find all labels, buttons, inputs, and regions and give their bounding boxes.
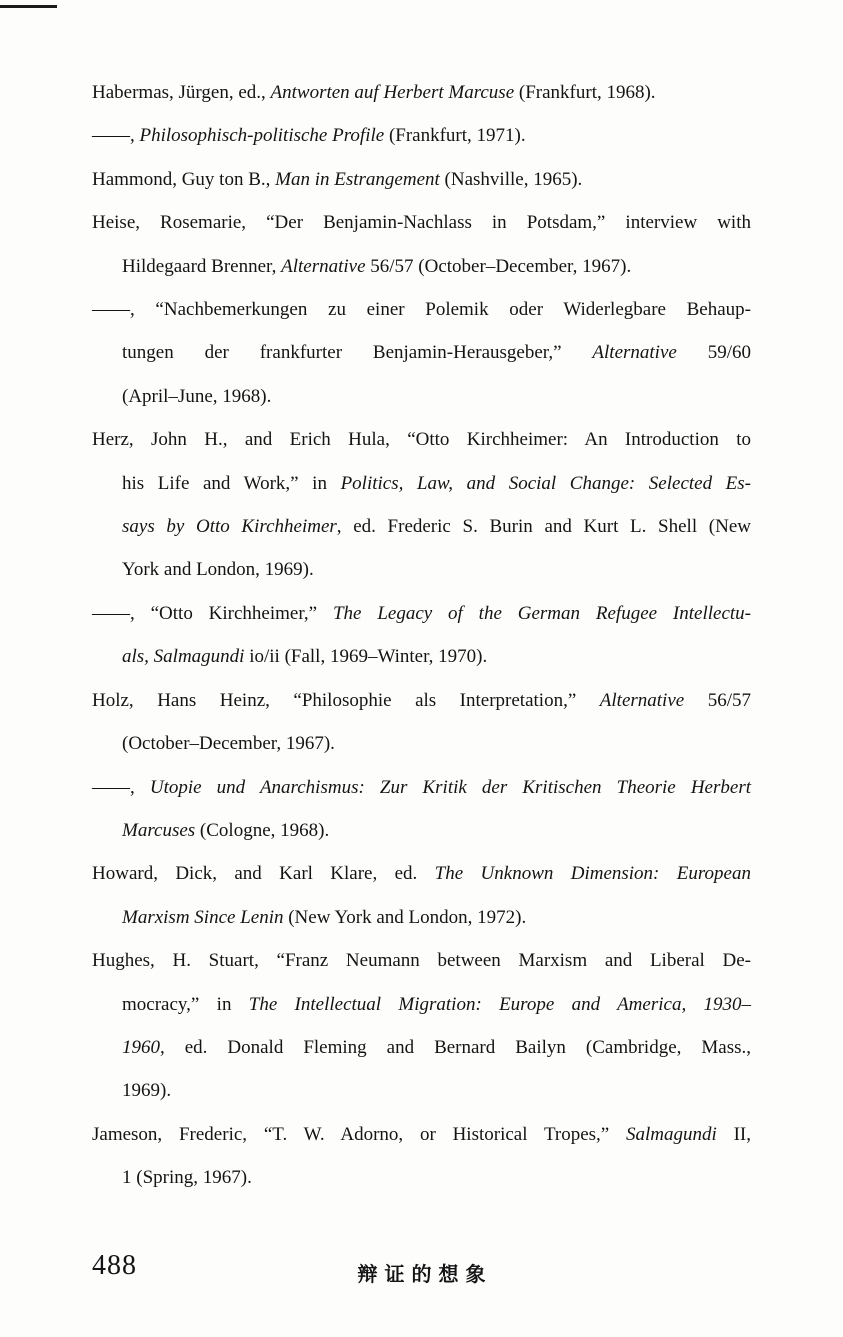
bib-line	[92, 939, 751, 982]
bib-text: (Cologne, 1968).	[195, 819, 330, 841]
bib-line	[92, 1156, 751, 1199]
bib-line	[92, 245, 751, 288]
bib-entry	[92, 71, 751, 114]
bib-line	[92, 592, 751, 635]
bib-text: 1969).	[122, 1080, 172, 1102]
bib-text: his Life and Work,” in	[122, 472, 341, 494]
bib-line	[92, 201, 751, 244]
page-number: 488	[92, 1250, 137, 1281]
bib-entry	[92, 418, 751, 592]
bib-entry	[92, 939, 751, 1113]
bib-entry	[92, 1113, 751, 1200]
bib-text: Holz, Hans Heinz, “Philosophie als Interpretation,”	[92, 689, 600, 711]
bib-line	[92, 418, 751, 461]
bib-text: mocracy,” in	[122, 993, 249, 1015]
bib-text: , ed. Donald Fleming and Bernard Bailyn (Cambridge, Mass.,	[160, 1036, 751, 1058]
bib-entry	[92, 766, 751, 853]
bib-text-italic: Politics, Law, and Social Change: Selected Es-	[340, 472, 752, 494]
bib-line	[92, 852, 751, 895]
scan-artifact-line	[0, 5, 57, 8]
bib-text-italic: 1960	[122, 1036, 160, 1058]
bib-text: (New York and London, 1972).	[283, 906, 527, 928]
bib-line	[92, 722, 751, 765]
bib-text-italic: Marxism Since Lenin	[122, 906, 284, 928]
bib-text: (October–December, 1967).	[122, 733, 335, 755]
bib-line	[92, 158, 751, 201]
bib-entry	[92, 679, 751, 766]
bib-text: Hughes, H. Stuart, “Franz Neumann between Marxism and Liberal De-	[92, 950, 751, 972]
bib-text: (Nashville, 1965).	[439, 168, 583, 190]
bib-text: ——, “Otto Kirchheimer,”	[92, 602, 333, 624]
bib-line	[92, 375, 751, 418]
bib-text: York and London, 1969).	[122, 559, 314, 581]
bib-text-italic: als, Salmagundi	[122, 646, 245, 668]
bib-text: (Frankfurt, 1968).	[514, 82, 656, 103]
bib-line	[92, 896, 751, 939]
bib-text-italic: Antworten auf Herbert Marcuse	[270, 82, 515, 103]
bib-line	[92, 288, 751, 331]
bib-text: Howard, Dick, and Karl Klare, ed.	[92, 863, 435, 885]
bib-text: , ed. Frederic S. Burin and Kurt L. Shell (New	[336, 516, 751, 538]
bib-text: ——,	[92, 125, 140, 147]
bib-entry	[92, 592, 751, 679]
bib-text: ——,	[92, 776, 150, 798]
bib-text: io/ii (Fall, 1969–Winter, 1970).	[244, 646, 488, 668]
bib-line	[92, 505, 751, 548]
bib-text-italic: Man in Estrangement	[275, 168, 440, 190]
bib-line	[92, 679, 751, 722]
bib-entry	[92, 201, 751, 288]
bib-text: Herz, John H., and Erich Hula, “Otto Kirchheimer: An Introduction to	[92, 429, 751, 451]
bib-line	[92, 331, 751, 374]
bib-entry	[92, 158, 751, 201]
bib-line	[92, 548, 751, 591]
bib-text-italic: Utopie und Anarchismus: Zur Kritik der Kritischen Theorie Herbert	[149, 776, 751, 798]
bib-text: Habermas, Jürgen, ed.,	[92, 82, 271, 103]
bib-line	[92, 1026, 751, 1069]
bib-text: ——, “Nachbemerkungen zu einer Polemik oder Widerlegbare Behaup-	[92, 299, 751, 321]
bib-text-italic: The Legacy of the German Refugee Intellectu-	[332, 602, 751, 624]
bib-entry	[92, 114, 751, 157]
bib-text: (Frankfurt, 1971).	[384, 125, 526, 147]
bib-text: Hildegaard Brenner,	[122, 255, 282, 277]
bib-entry	[92, 852, 751, 939]
bib-text-italic: Marcuses	[122, 819, 196, 841]
bib-text-italic: The Unknown Dimension: European	[434, 863, 751, 885]
bib-line	[92, 71, 751, 114]
bib-text: (April–June, 1968).	[122, 385, 272, 407]
bib-text: Jameson, Frederic, “T. W. Adorno, or Historical Tropes,”	[92, 1123, 627, 1145]
bib-text-italic: Philosophisch-politische Profile	[139, 125, 385, 147]
bib-entry	[92, 288, 751, 418]
bib-line	[92, 809, 751, 852]
bibliography	[92, 71, 751, 1200]
bib-text-italic: says by Otto Kirchheimer	[122, 516, 337, 538]
bib-line	[92, 462, 751, 505]
bib-line	[92, 114, 751, 157]
bib-text: Heise, Rosemarie, “Der Benjamin-Nachlass in Potsdam,” interview with	[92, 212, 751, 234]
bib-line	[92, 1069, 751, 1112]
bib-text-italic: Salmagundi	[626, 1123, 717, 1145]
bib-text: tungen der frankfurter Benjamin-Herausgeber,”	[122, 342, 593, 364]
bib-text-italic: The Intellectual Migration: Europe and America, 1930–	[248, 993, 751, 1015]
bib-line	[92, 983, 751, 1026]
bib-text-italic: Alternative	[599, 689, 685, 711]
bib-text: 59/60	[676, 342, 751, 364]
bib-text: II,	[716, 1123, 751, 1145]
bib-text: 56/57	[684, 689, 751, 711]
bib-line	[92, 635, 751, 678]
bib-text-italic: Alternative	[592, 342, 677, 364]
bib-text-italic: Alternative	[281, 255, 366, 277]
page-footer	[92, 1250, 751, 1290]
bib-text: 1 (Spring, 1967).	[122, 1167, 252, 1189]
bib-text: 56/57 (October–December, 1967).	[365, 255, 632, 277]
running-title: 辩证的想象	[357, 1264, 493, 1286]
bib-line	[92, 1113, 751, 1156]
bib-text: Hammond, Guy ton B.,	[92, 168, 276, 190]
bib-line	[92, 766, 751, 809]
